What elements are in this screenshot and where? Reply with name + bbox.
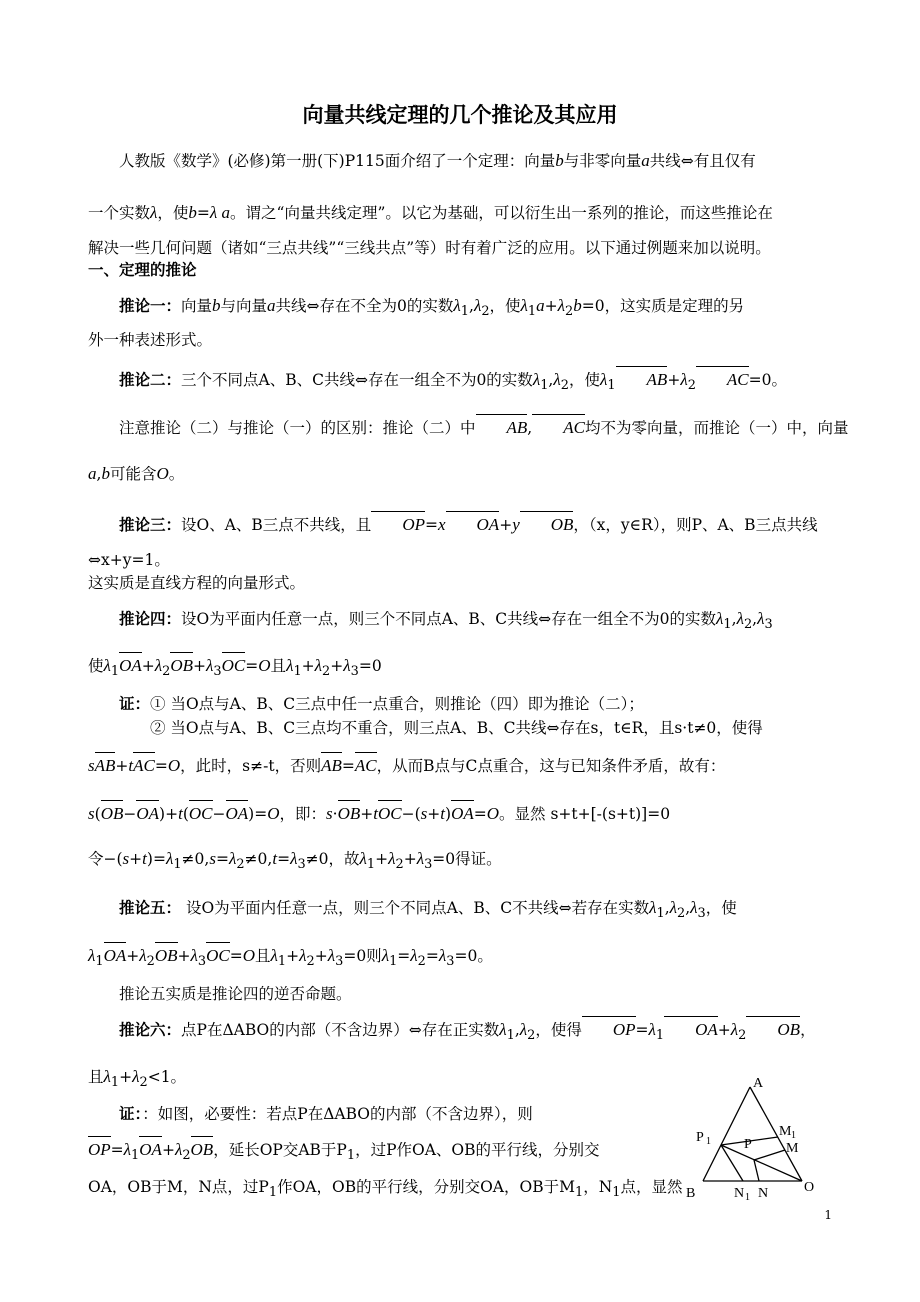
corollary-5-line-3: 推论五实质是推论四的逆否命题。 — [119, 985, 352, 1003]
edge-ab — [703, 1087, 750, 1181]
corollary-3-line-2: ⇔x+y=1。 — [88, 551, 170, 569]
corollary-5-line-2: $\lambda_1OA+\lambda_2OB+\lambda_3OC=O$且$\lambda_1+\lambda_2+\lambda_3=0$则$\lambda_1=\lambda_2=\lambda_3=0$。 — [88, 946, 493, 970]
svg-text:1: 1 — [745, 1192, 750, 1203]
triangle-figure — [686, 1075, 826, 1205]
corollary-4-line-2: 使$\lambda_1OA+\lambda_2OB+\lambda_3OC=O$且$\lambda_1+\lambda_2+\lambda_3=0$ — [88, 656, 382, 680]
corollary-4-line-1: 推论四：设O为平面内任意一点，则三个不同点A、B、C共线⇔存在一组全不为0的实数$\lambda_1,\lambda_2,\lambda_3$ — [119, 609, 773, 633]
page-number: 1 — [824, 1208, 832, 1222]
corollary-1-label: 推论一： — [119, 296, 182, 315]
proof-4-line-4: s(OB−OA)+t(OC−OA)=O，即：s·OB+tOC−(s+t)OA=O。显然 s+t+[-(s+t)]=0 — [88, 802, 832, 826]
label-n: N — [758, 1186, 769, 1201]
label-p: P — [744, 1137, 752, 1152]
label-o: O — [804, 1180, 815, 1195]
proof-4-line-1: 证：① 当O点与A、B、C三点中任一点重合，则推论（四）即为推论（二）； — [119, 694, 644, 713]
corollary-1-line-1: 推论一：向量b与向量a共线⇔存在不全为0的实数$\lambda_1,\lambda_2$，使$\lambda_1a+\lambda_2b=0$，这实质是定理的另 — [119, 296, 745, 320]
corollary-2-label: 推论二： — [119, 370, 182, 389]
note-line-1: 注意推论（二）与推论（一）的区别：推论（二）中 AB, AC均不为零向量，而推论（一）中，向量 — [88, 416, 832, 440]
corollary-6-line-2: 且$\lambda_1+\lambda_2<1$。 — [88, 1067, 187, 1091]
intro-line-3: 解决一些几何问题（诸如“三点共线”“三线共点”等）时有着广泛的应用。以下通过例题来加以说明。 — [88, 239, 771, 257]
intro-line-1: 人教版《数学》(必修)第一册(下)P115面介绍了一个定理：向量b与非零向量a共线⇔有且仅有 — [119, 151, 756, 170]
corollary-5-label: 推论五： — [119, 898, 182, 917]
note-line-2: a,b可能含O。 — [88, 464, 185, 483]
corollary-6-line-1: 推论六：点P在ΔABO的内部（不含边界）⇔存在正实数$\lambda_1,\lambda_2$，使得 $OP=\lambda_1$ $OA+\lambda_2$ OB， — [119, 1020, 816, 1044]
svg-text:1: 1 — [791, 1130, 796, 1141]
section-heading: 一、定理的推论 — [88, 260, 197, 279]
segment-p-m — [754, 1150, 785, 1160]
corollary-4-label: 推论四： — [119, 609, 182, 628]
corollary-1-line-2: 外一种表述形式。 — [88, 331, 213, 349]
corollary-3-line-1: 推论三：设O、A、B三点不共线，且 OP=x OA+y OB，（x，y∈R），则P、A、B三点共线 — [88, 513, 832, 537]
proof-4-label: 证： — [119, 694, 151, 713]
proof-6-line-3: OA，OB于M，N点，过$P_1$作OA，OB的平行线，分别交OA，OB于$M_1$，$N_1$点，显然 — [88, 1178, 683, 1201]
intro-line-2: 一个实数λ，使b=λ a。谓之“向量共线定理”。以它为基础，可以衍生出一系列的推论，而这些推论在 — [88, 203, 773, 222]
label-m1: M — [779, 1124, 792, 1139]
page-title: 向量共线定理的几个推论及其应用 — [302, 103, 618, 127]
proof-6-line-2: $OP=\lambda_1OA+\lambda_2OB$，延长OP交AB于$P_1$，过P作OA、OB的平行线，分别交 — [88, 1140, 600, 1164]
segment-p-n — [754, 1160, 759, 1181]
label-m: M — [786, 1141, 799, 1156]
corollary-3-line-3: 这实质是直线方程的向量形式。 — [88, 574, 306, 592]
corollary-2-line: 推论二：三个不同点A、B、C共线⇔存在一组全不为0的实数$\lambda_1,\lambda_2$，使$\lambda_1$ $AB+\lambda_2$ AC=0。 — [119, 370, 788, 394]
label-b: B — [686, 1186, 696, 1201]
proof-4-line-5: 令$-(s+t)=\lambda_1\ne 0,s=\lambda_2\ne 0,t=\lambda_3\ne 0$，故$\lambda_1+\lambda_2+\lambda_3=0$得证。 — [88, 849, 502, 873]
proof-4-line-3: sAB+tAC=O，此时，s≠-t，否则AB=AC，从而B点与C点重合，这与已知条件矛盾，故有： — [88, 754, 832, 778]
label-p1: P — [696, 1130, 704, 1145]
corollary-6-label: 推论六： — [119, 1020, 182, 1039]
proof-6-label: 证： — [119, 1104, 143, 1123]
corollary-5-line-1: 推论五： 设O为平面内任意一点，则三个不同点A、B、C不共线⇔若存在实数$\lambda_1,\lambda_2,\lambda_3$，使 — [119, 898, 737, 922]
label-a: A — [753, 1076, 764, 1091]
proof-6-line-1: 证：：如图，必要性：若点P在ΔABO的内部（不含边界），则 — [119, 1104, 533, 1123]
svg-text:1: 1 — [706, 1136, 711, 1147]
label-n1: N — [734, 1186, 745, 1201]
corollary-3-label: 推论三： — [119, 515, 182, 534]
proof-4-line-2: ② 当O点与A、B、C三点均不重合，则三点A、B、C共线⇔存在s，t∈R，且s·t≠0，使得 — [150, 719, 763, 737]
